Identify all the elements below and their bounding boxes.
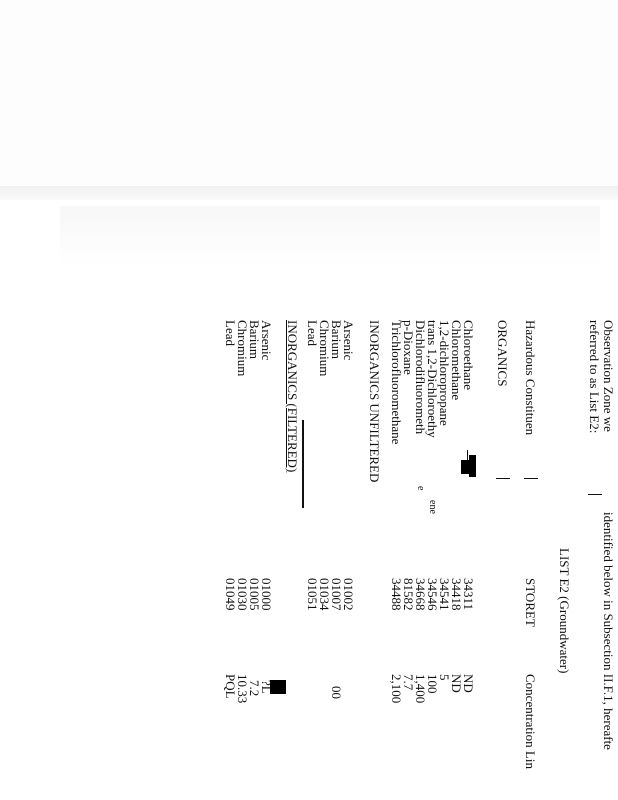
filtered-storet-1: 01005 — [247, 578, 262, 611]
organics-name-5: p-Dioxane — [401, 320, 416, 375]
unfiltered-limit-1: 00 — [329, 686, 344, 699]
fragment-ene: ene — [427, 500, 438, 514]
scan-artifact-line — [467, 450, 468, 460]
filtered-storet-0: 01000 — [259, 578, 274, 611]
organics-storet-5: 81582 — [401, 578, 416, 611]
table-rule-line — [302, 420, 304, 508]
organics-storet-2: 34541 — [437, 578, 452, 611]
unfiltered-storet-2: 01034 — [317, 578, 332, 611]
organics-limit-3: 100 — [425, 674, 440, 694]
filtered-limit-2: 10.33 — [235, 674, 250, 704]
organics-name-2: 1,2-dichloropropane — [437, 320, 452, 426]
fragment-e: e — [415, 486, 426, 491]
organics-storet-0: 34311 — [461, 578, 476, 611]
organics-name-1: Chloromethane — [449, 320, 464, 401]
filtered-limit-0: ?L — [259, 680, 274, 694]
header-constituent: Hazardous Constituen — [523, 320, 538, 436]
unfiltered-name-1: Barium — [329, 320, 344, 359]
header-storet: STORET — [523, 578, 538, 627]
header-divider-1 — [524, 478, 538, 479]
section-title-inorganics-filtered: INORGANICS (FILTERED) — [285, 320, 300, 473]
organics-limit-0: ND — [461, 674, 476, 693]
organics-name-0: Chloroethane — [461, 320, 476, 391]
section-title-inorganics-unfiltered: INORGANICS UNFILTERED — [367, 320, 382, 483]
filtered-name-1: Barium — [247, 320, 262, 359]
organics-storet-4: 34668 — [413, 578, 428, 611]
unfiltered-name-2: Chromium — [317, 320, 332, 377]
organics-storet-3: 34546 — [425, 578, 440, 611]
section-title-organics: ORGANICS — [495, 320, 510, 387]
filtered-limit-3: PQL — [223, 674, 238, 699]
filtered-name-0: Arsenic — [259, 320, 274, 361]
filtered-limit-1: 7.2 — [247, 680, 262, 697]
unfiltered-storet-1: 01007 — [329, 578, 344, 611]
unfiltered-name-3: Lead — [305, 320, 320, 346]
filtered-name-3: Lead — [223, 320, 238, 346]
organics-name-4: Dichlorodifluorometh — [413, 320, 428, 435]
filtered-name-2: Chromium — [235, 320, 250, 377]
organics-limit-1: ND — [449, 674, 464, 693]
filtered-storet-2: 01030 — [235, 578, 250, 611]
organics-limit-4: 1,400 — [413, 674, 428, 704]
section-divider-organics — [496, 478, 510, 479]
organics-storet-1: 34418 — [449, 578, 464, 611]
redaction-mark — [588, 494, 602, 495]
organics-name-6: Trichlorofluoromethane — [389, 320, 404, 445]
header-limit: Concentration Lin — [523, 674, 538, 769]
scan-bleed-through — [60, 206, 600, 266]
unfiltered-name-0: Arsenic — [341, 320, 356, 361]
intro-text-line-2: referred to as List E2: — [587, 320, 602, 434]
organics-name-3: trans 1,2-Dichloroethy — [425, 320, 440, 438]
intro-text-line-1b: identified below in Subsection II.F.1, hereafte — [601, 512, 616, 750]
unfiltered-storet-0: 01002 — [341, 578, 356, 611]
organics-storet-6: 34488 — [389, 578, 404, 611]
list-title: LIST E2 (Groundwater) — [557, 548, 572, 674]
rotated-document-page — [118, 300, 618, 800]
scan-blank-area — [0, 0, 618, 190]
redaction-block-1 — [469, 455, 476, 477]
organics-limit-5: 7.7 — [401, 674, 416, 691]
unfiltered-storet-3: 01051 — [305, 578, 320, 611]
filtered-storet-3: 01049 — [223, 578, 238, 611]
redaction-block-2 — [461, 460, 469, 474]
scan-fold-shadow — [0, 186, 618, 200]
organics-limit-6: 2,100 — [389, 674, 404, 704]
intro-text-line-1a: Observation Zone we — [601, 320, 616, 432]
organics-limit-2: 5 — [437, 674, 452, 681]
